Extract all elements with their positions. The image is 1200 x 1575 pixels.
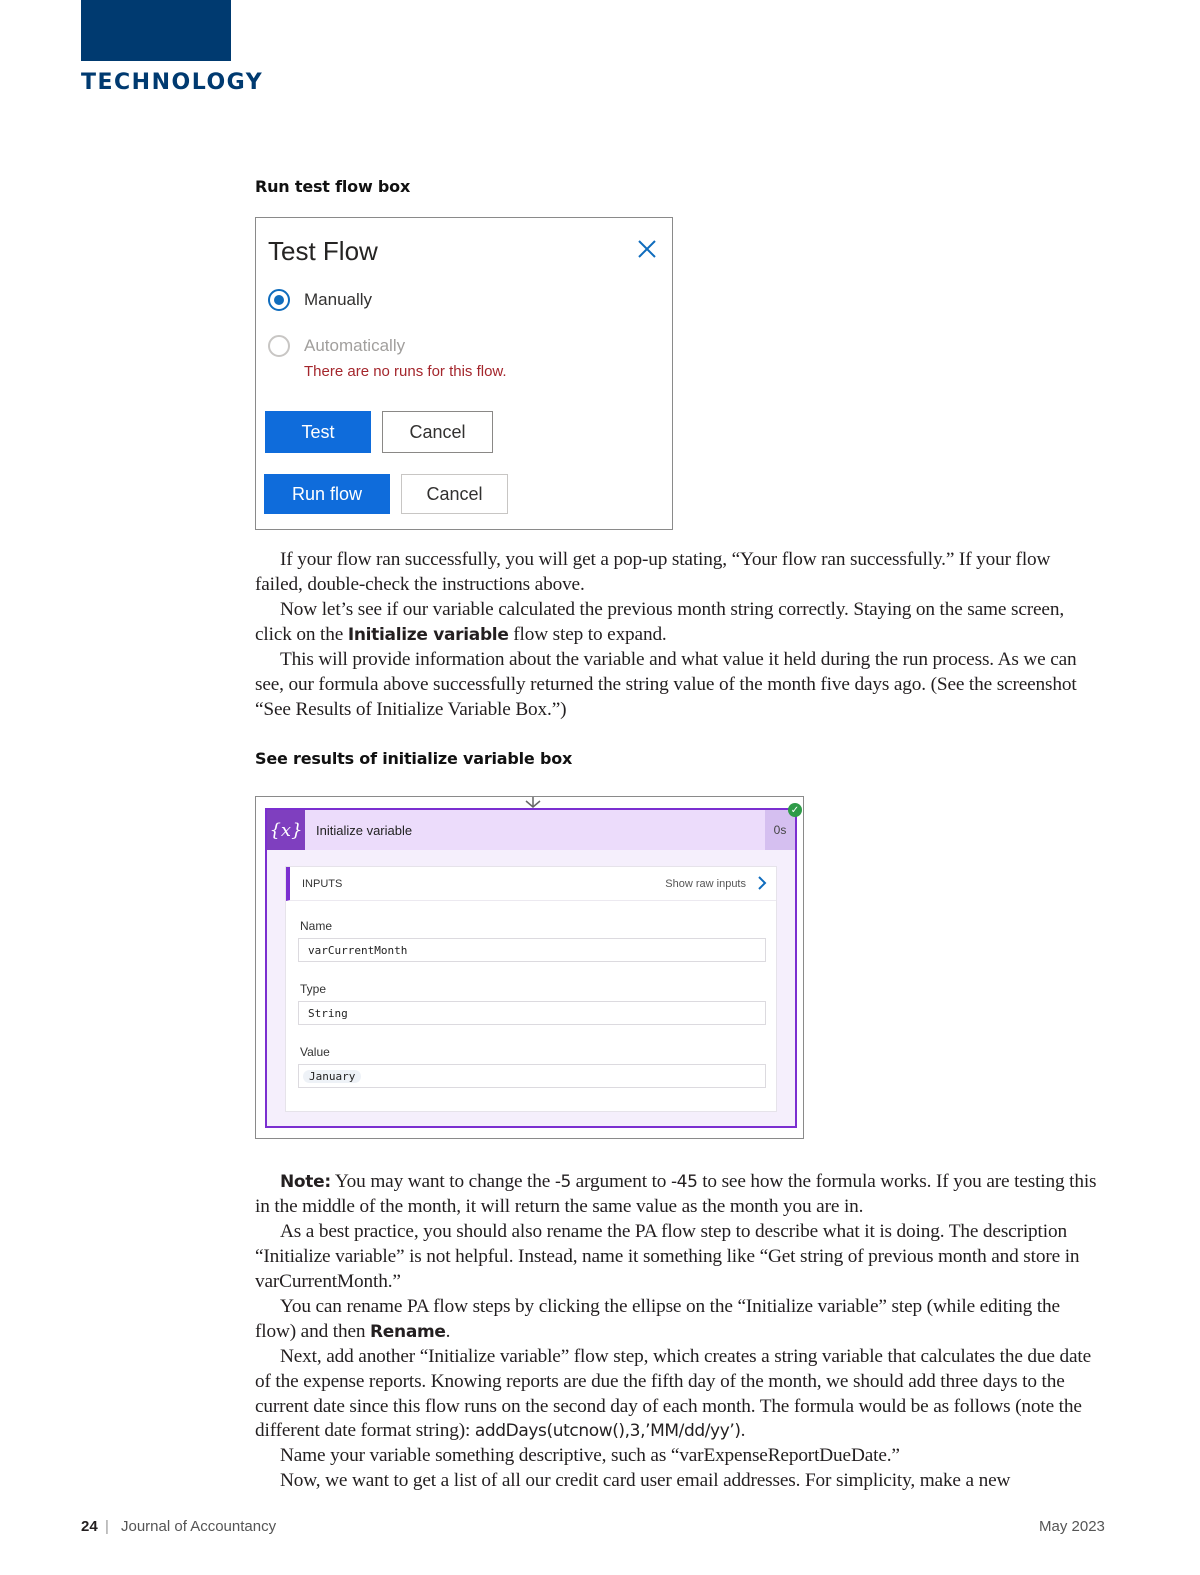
name-label: Name	[300, 919, 333, 933]
type-label: Type	[300, 982, 327, 996]
paragraph-next-step	[255, 1345, 1100, 1444]
type-value: String	[308, 1007, 348, 1020]
no-runs-warning: There are no runs for this flow.	[304, 363, 507, 380]
text: flow step to expand.	[508, 623, 667, 645]
page-number: 24	[81, 1518, 98, 1535]
test-flow-dialog	[255, 217, 673, 530]
inputs-label: INPUTS	[302, 878, 343, 890]
text: Next, add another “Initialize variable” flow step, which creates a string variable that calculates the due date of the expense reports. Knowing reports are due the fifth day of the month, we should add three days to the current date since this flow runs on the second day of each month. The formula would be as follows (note the different date format string):	[255, 1346, 1092, 1442]
run-flow-button[interactable]: Run flow	[264, 474, 390, 514]
text: to see how the formula works. If you are testing this in the middle of the month, it will return the same value as the month you are in.	[255, 1171, 1097, 1217]
text: .	[445, 1320, 451, 1342]
paragraph-variable-info: This will provide information about the variable and what value it held during the run process. As we can see, our formula above successfully returned the string value of the month five days ago. (See the screenshot “See Results of Initialize Variable Box.”)	[255, 649, 1077, 720]
note-label: Note:	[280, 1172, 331, 1192]
value-value: January	[303, 1070, 361, 1083]
test-button[interactable]: Test	[265, 411, 371, 453]
paragraph-success: If your flow ran successfully, you will get a pop-up stating, “Your flow ran successfully.” If your flow failed, double-check the instructions above.	[255, 549, 1051, 595]
chevron-right-icon[interactable]	[756, 876, 768, 890]
action-title: Initialize variable	[316, 823, 413, 838]
paragraph-name-variable: Name your variable something descriptive, such as “varExpenseReportDueDate.”	[280, 1445, 900, 1466]
figure-caption-initialize-variable: See results of initialize variable box	[255, 749, 573, 768]
inputs-panel	[285, 866, 777, 1112]
paragraph-email-list: Now, we want to get a list of all our credit card user email addresses. For simplicity, make a new	[280, 1470, 1011, 1491]
value-label: Value	[300, 1045, 330, 1059]
show-raw-inputs-link[interactable]: Show raw inputs	[665, 878, 746, 890]
section-label: TECHNOLOGY	[81, 70, 264, 95]
text: argument to	[570, 1171, 671, 1192]
cancel-run-button[interactable]: Cancel	[401, 474, 508, 514]
name-field	[298, 938, 766, 962]
ui-term-rename: Rename	[370, 1321, 446, 1342]
close-icon[interactable]	[636, 238, 658, 260]
text: You can rename PA flow steps by clicking the ellipse on the “Initialize variable” step (while editing the flow) and then	[255, 1296, 1060, 1342]
radio-manually[interactable]	[268, 289, 290, 311]
paragraph-best-practice: As a best practice, you should also rename the PA flow step to describe what it is doing. The description “Initialize variable” is not helpful. Instead, name it something like “Get string of previous month and store in varCurrentMonth.”	[255, 1221, 1080, 1292]
name-value: varCurrentMonth	[308, 944, 408, 957]
text: Now let’s see if our variable calculated the previous month string correctly. Staying on the same screen, click on the	[255, 599, 1064, 645]
ui-term-initialize-variable: Initialize variable	[347, 624, 509, 645]
action-card[interactable]	[265, 808, 797, 1128]
dialog-title: Test Flow	[268, 236, 378, 266]
paragraph-note	[255, 1170, 1100, 1220]
variable-icon: {x}	[267, 810, 305, 850]
type-field	[298, 1001, 766, 1025]
paragraph-rename	[255, 1295, 1100, 1345]
issue-date: May 2023	[1039, 1518, 1105, 1535]
cancel-button[interactable]: Cancel	[382, 411, 493, 453]
formula-code: addDays(utcnow(),3,’MM/dd/yy’)	[474, 1421, 741, 1442]
radio-automatically-label: Automatically	[304, 336, 406, 355]
journal-name: Journal of Accountancy	[121, 1518, 277, 1535]
radio-manually-label: Manually	[304, 290, 373, 309]
text: You may want to change the	[330, 1171, 555, 1192]
paragraph-check-variable	[255, 598, 1100, 648]
footer-separator: |	[105, 1518, 109, 1535]
value-field	[298, 1064, 766, 1088]
duration-badge: 0s	[765, 810, 795, 850]
argument-code: -45	[670, 1172, 698, 1192]
figure-caption-run-test-flow: Run test flow box	[255, 177, 411, 196]
brand-color-block	[81, 0, 231, 61]
radio-automatically[interactable]	[268, 335, 290, 357]
inputs-header	[286, 867, 776, 901]
text: .	[740, 1420, 746, 1442]
success-check-icon: ✓	[788, 803, 802, 817]
initialize-variable-screenshot	[255, 796, 804, 1139]
action-header[interactable]	[267, 810, 795, 850]
argument-code: -5	[554, 1172, 571, 1192]
